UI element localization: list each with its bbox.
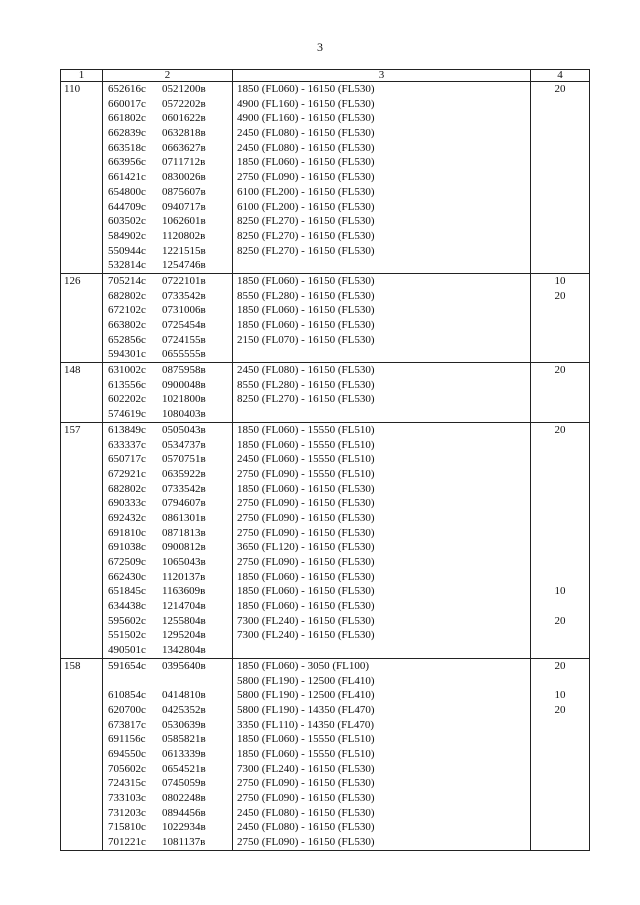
range-line: 2750 (FL090) - 16150 (FL530) xyxy=(237,792,375,804)
code-c: 663956с xyxy=(108,156,146,169)
code-c: 594301с xyxy=(108,348,146,361)
code-v: 0572202в xyxy=(162,97,206,110)
code-v: 0900048в xyxy=(162,378,206,391)
value-line xyxy=(531,170,589,185)
value-line xyxy=(531,526,589,541)
code-c: 634438с xyxy=(108,600,146,613)
code-line xyxy=(103,126,232,141)
code-c: 651845с xyxy=(108,585,146,598)
code-line xyxy=(103,762,232,777)
code-line xyxy=(103,407,232,422)
header-col-2: 2 xyxy=(103,70,233,82)
code-v: 0655555в xyxy=(162,348,206,361)
range-line: 1850 (FL060) - 15550 (FL510) xyxy=(237,423,375,436)
code-line xyxy=(103,511,232,526)
code-c: 694550с xyxy=(108,747,146,760)
range-line: 2750 (FL090) - 16150 (FL530) xyxy=(237,556,375,568)
code-c: 731203с xyxy=(108,806,146,819)
code-v: 1022934в xyxy=(162,821,206,834)
code-cell xyxy=(103,273,233,362)
code-c: 602202с xyxy=(108,393,146,406)
table-row xyxy=(61,422,590,658)
range-line: 4900 (FL160) - 16150 (FL530) xyxy=(237,112,375,125)
code-c: 620700с xyxy=(108,703,146,716)
range-line: 3650 (FL120) - 16150 (FL530) xyxy=(237,541,375,554)
value-line xyxy=(531,496,589,511)
range-line: 3350 (FL110) - 14350 (FL470) xyxy=(237,718,375,731)
value-line xyxy=(531,111,589,126)
code-c: 663802с xyxy=(108,319,146,331)
range-line: 5800 (FL190) - 12500 (FL410) xyxy=(237,689,375,702)
code-line xyxy=(103,628,232,643)
code-c: 662430с xyxy=(108,570,146,583)
code-c: 595602с xyxy=(108,614,146,627)
range-line: 5800 (FL190) - 12500 (FL410) xyxy=(237,674,375,687)
code-v: 0601622в xyxy=(162,112,206,125)
code-c: 692432с xyxy=(108,511,146,524)
value-line xyxy=(531,747,589,762)
value-line xyxy=(531,303,589,318)
range-line: 8250 (FL270) - 16150 (FL530) xyxy=(237,215,375,228)
code-v: 0802248в xyxy=(162,792,206,804)
range-line: 2750 (FL090) - 16150 (FL530) xyxy=(237,171,375,184)
value-line: 20 xyxy=(554,364,566,377)
value-line: 20 xyxy=(554,703,566,716)
code-line xyxy=(103,570,232,585)
value-line xyxy=(531,718,589,733)
code-c: 691810с xyxy=(108,526,146,539)
table-row xyxy=(61,273,590,362)
range-line: 1850 (FL060) - 16150 (FL530) xyxy=(237,482,375,495)
value-cell xyxy=(531,422,590,658)
value-line xyxy=(531,467,589,482)
code-v: 1295204в xyxy=(162,629,206,642)
code-c: 663518с xyxy=(108,141,146,154)
value-line: 10 xyxy=(554,689,566,702)
range-line: 2750 (FL090) - 16150 (FL530) xyxy=(237,777,375,790)
value-line: 20 xyxy=(554,614,566,627)
range-line: 1850 (FL060) - 3050 (FL100) xyxy=(237,659,369,672)
code-v: 1081137в xyxy=(162,836,206,849)
value-line xyxy=(531,806,589,821)
code-line xyxy=(103,526,232,541)
value-line: 10 xyxy=(554,274,566,287)
range-line: 2750 (FL090) - 16150 (FL530) xyxy=(237,836,375,849)
value-line xyxy=(531,214,589,229)
code-v: 1342804в xyxy=(162,644,206,657)
range-line: 2750 (FL090) - 16150 (FL530) xyxy=(237,497,375,510)
code-v: 0900812в xyxy=(162,541,206,554)
value-line xyxy=(531,674,589,689)
code-line xyxy=(103,333,232,348)
code-v: 0395640в xyxy=(162,659,206,672)
code-v: 0570751в xyxy=(162,453,206,466)
code-line xyxy=(103,452,232,467)
group-id: 157 xyxy=(61,422,103,658)
code-v: 0635922в xyxy=(162,467,206,480)
code-c: 715810с xyxy=(108,821,146,834)
range-line: 1850 (FL060) - 16150 (FL530) xyxy=(237,585,375,598)
value-line xyxy=(531,732,589,747)
code-cell xyxy=(103,658,233,850)
code-c: 650717с xyxy=(108,453,146,466)
code-line xyxy=(103,185,232,200)
code-v: 0534737в xyxy=(162,438,206,451)
code-line xyxy=(103,732,232,747)
range-line: 2750 (FL090) - 16150 (FL530) xyxy=(237,526,375,539)
code-c: 691156с xyxy=(108,733,146,746)
code-c: 672509с xyxy=(108,556,146,568)
code-v: 0875607в xyxy=(162,185,206,198)
code-c: 633337с xyxy=(108,438,146,451)
range-line: 1850 (FL060) - 15550 (FL510) xyxy=(237,747,375,760)
table-row xyxy=(61,658,590,850)
code-line xyxy=(103,482,232,497)
range-line: 1850 (FL060) - 16150 (FL530) xyxy=(237,304,375,317)
range-cell xyxy=(233,82,531,274)
range-line: 7300 (FL240) - 16150 (FL530) xyxy=(237,762,375,775)
code-c: 724315с xyxy=(108,777,146,790)
code-line xyxy=(103,820,232,835)
code-c: 690333с xyxy=(108,497,146,510)
code-c: 603502с xyxy=(108,215,146,228)
code-line xyxy=(103,555,232,570)
code-line xyxy=(103,274,232,289)
value-line xyxy=(531,540,589,555)
code-c: 672102с xyxy=(108,304,146,317)
code-c: 644709с xyxy=(108,200,146,213)
range-line: 1850 (FL060) - 16150 (FL530) xyxy=(237,570,375,583)
code-c: 550944с xyxy=(108,244,146,257)
code-line xyxy=(103,674,232,689)
code-c: 631002с xyxy=(108,364,146,377)
value-line: 20 xyxy=(554,83,566,95)
value-line xyxy=(531,378,589,393)
code-line xyxy=(103,347,232,362)
code-line xyxy=(103,659,232,674)
header-col-3: 3 xyxy=(233,70,531,82)
range-line: 2450 (FL080) - 16150 (FL530) xyxy=(237,821,375,834)
group-id: 158 xyxy=(61,658,103,850)
range-line: 2450 (FL080) - 16150 (FL530) xyxy=(237,364,375,377)
code-v: 1214704в xyxy=(162,600,206,613)
range-line: 2450 (FL060) - 15550 (FL510) xyxy=(237,453,375,466)
group-id: 110 xyxy=(61,82,103,274)
code-v: 1120802в xyxy=(162,229,206,242)
value-line xyxy=(531,318,589,333)
code-line xyxy=(103,289,232,304)
code-v: 1255804в xyxy=(162,614,206,627)
code-v: 0521200в xyxy=(162,83,206,95)
code-line xyxy=(103,599,232,614)
code-v: 1080403в xyxy=(162,408,206,421)
code-c: 660017с xyxy=(108,97,146,110)
table-row xyxy=(61,363,590,423)
code-v: 1163609в xyxy=(162,585,206,598)
value-line: 20 xyxy=(554,423,566,436)
code-v: 0725454в xyxy=(162,319,206,331)
code-line xyxy=(103,703,232,718)
code-v: 0613339в xyxy=(162,747,206,760)
code-c: 551502с xyxy=(108,629,146,642)
value-line xyxy=(531,258,589,273)
value-line xyxy=(531,555,589,570)
code-c: 705602с xyxy=(108,762,146,775)
code-v: 0585821в xyxy=(162,733,206,746)
range-line: 2750 (FL090) - 16150 (FL530) xyxy=(237,511,375,524)
range-line: 2450 (FL080) - 16150 (FL530) xyxy=(237,127,375,140)
code-v: 0414810в xyxy=(162,689,206,702)
value-line xyxy=(531,791,589,806)
code-line xyxy=(103,496,232,511)
code-c: 662839с xyxy=(108,127,146,140)
value-line xyxy=(531,347,589,362)
code-c: 661802с xyxy=(108,112,146,125)
code-line xyxy=(103,82,232,97)
code-line xyxy=(103,747,232,762)
value-line xyxy=(531,835,589,850)
code-line xyxy=(103,392,232,407)
code-line xyxy=(103,835,232,850)
value-line xyxy=(531,776,589,791)
range-line: 6100 (FL200) - 16150 (FL530) xyxy=(237,185,375,198)
range-line: 2750 (FL090) - 15550 (FL510) xyxy=(237,467,375,480)
value-line xyxy=(531,511,589,526)
code-c: 532814с xyxy=(108,259,146,272)
range-line: 8250 (FL270) - 16150 (FL530) xyxy=(237,393,375,406)
code-c: 574619с xyxy=(108,408,146,421)
code-v: 1120137в xyxy=(162,570,206,583)
range-line xyxy=(233,643,530,658)
range-line: 4900 (FL160) - 16150 (FL530) xyxy=(237,97,375,110)
code-c: 654800с xyxy=(108,185,146,198)
range-line: 7300 (FL240) - 16150 (FL530) xyxy=(237,629,375,642)
value-line xyxy=(531,97,589,112)
code-line xyxy=(103,423,232,438)
header-col-4: 4 xyxy=(531,70,590,82)
code-line xyxy=(103,614,232,629)
code-line xyxy=(103,244,232,259)
range-cell xyxy=(233,422,531,658)
code-line xyxy=(103,438,232,453)
code-v: 0731006в xyxy=(162,304,206,317)
code-v: 0663627в xyxy=(162,141,206,154)
code-v: 0861301в xyxy=(162,511,206,524)
code-c: 733103с xyxy=(108,792,146,804)
code-c: 613556с xyxy=(108,378,146,391)
code-v: 0711712в xyxy=(162,156,206,169)
code-v: 0632818в xyxy=(162,127,206,140)
code-v: 0794607в xyxy=(162,497,206,510)
header-row xyxy=(61,70,590,82)
page-number: 3 xyxy=(317,40,323,54)
data-table xyxy=(60,69,590,851)
code-c: 701221с xyxy=(108,836,146,849)
code-c: 652856с xyxy=(108,333,146,346)
code-line xyxy=(103,214,232,229)
range-line: 8250 (FL270) - 16150 (FL530) xyxy=(237,229,375,242)
code-v: 1065043в xyxy=(162,556,206,568)
value-line xyxy=(531,155,589,170)
code-c: 682802с xyxy=(108,482,146,495)
code-v: 0894456в xyxy=(162,806,206,819)
value-line xyxy=(531,762,589,777)
range-line xyxy=(233,407,530,422)
range-line: 8550 (FL280) - 16150 (FL530) xyxy=(237,289,375,302)
value-cell xyxy=(531,363,590,423)
code-v: 0505043в xyxy=(162,423,206,436)
code-line xyxy=(103,584,232,599)
range-line: 8550 (FL280) - 16150 (FL530) xyxy=(237,378,375,391)
value-line xyxy=(531,482,589,497)
range-cell xyxy=(233,363,531,423)
range-line: 6100 (FL200) - 16150 (FL530) xyxy=(237,200,375,213)
value-line xyxy=(531,438,589,453)
value-line xyxy=(531,452,589,467)
value-line xyxy=(531,643,589,658)
value-line xyxy=(531,244,589,259)
value-line xyxy=(531,407,589,422)
code-c: 673817с xyxy=(108,718,146,731)
code-v: 0745059в xyxy=(162,777,206,790)
range-cell xyxy=(233,273,531,362)
value-line: 20 xyxy=(554,659,566,672)
code-c: 691038с xyxy=(108,541,146,554)
code-v: 0830026в xyxy=(162,171,206,184)
value-line xyxy=(531,126,589,141)
code-line xyxy=(103,111,232,126)
table-row xyxy=(61,82,590,274)
value-line xyxy=(531,141,589,156)
value-line xyxy=(531,599,589,614)
range-line: 2150 (FL070) - 16150 (FL530) xyxy=(237,333,375,346)
code-cell xyxy=(103,363,233,423)
header-col-1: 1 xyxy=(61,70,103,82)
value-line xyxy=(531,229,589,244)
code-line xyxy=(103,170,232,185)
value-line xyxy=(531,570,589,585)
value-cell xyxy=(531,658,590,850)
code-c: 682802с xyxy=(108,289,146,302)
table-body xyxy=(61,82,590,851)
code-line xyxy=(103,155,232,170)
code-c: 584902с xyxy=(108,229,146,242)
code-line xyxy=(103,718,232,733)
value-line xyxy=(531,333,589,348)
code-v: 0940717в xyxy=(162,200,206,213)
range-line: 1850 (FL060) - 16150 (FL530) xyxy=(237,274,375,287)
group-id: 148 xyxy=(61,363,103,423)
code-c: 591654с xyxy=(108,659,146,672)
code-line xyxy=(103,540,232,555)
code-c: 490501с xyxy=(108,644,146,657)
value-line: 20 xyxy=(554,289,566,302)
code-v: 1221515в xyxy=(162,244,206,257)
range-line: 1850 (FL060) - 16150 (FL530) xyxy=(237,83,375,95)
value-cell xyxy=(531,82,590,274)
range-line: 7300 (FL240) - 16150 (FL530) xyxy=(237,614,375,627)
code-v: 0733542в xyxy=(162,289,206,302)
code-line xyxy=(103,643,232,658)
code-v: 0722101в xyxy=(162,274,206,287)
code-v: 1021800в xyxy=(162,393,206,406)
code-v: 0871813в xyxy=(162,526,206,539)
range-line: 1850 (FL060) - 15550 (FL510) xyxy=(237,438,375,451)
code-line xyxy=(103,791,232,806)
range-line: 5800 (FL190) - 14350 (FL470) xyxy=(237,703,375,716)
value-line xyxy=(531,820,589,835)
code-c: 652616с xyxy=(108,83,146,95)
range-line: 1850 (FL060) - 15550 (FL510) xyxy=(237,733,375,746)
value-line xyxy=(531,392,589,407)
range-line xyxy=(233,258,530,273)
code-c: 661421с xyxy=(108,171,146,184)
code-v: 0733542в xyxy=(162,482,206,495)
code-line xyxy=(103,378,232,393)
code-c: 672921с xyxy=(108,467,146,480)
value-line xyxy=(531,200,589,215)
code-line xyxy=(103,200,232,215)
code-line xyxy=(103,97,232,112)
range-line xyxy=(233,347,530,362)
code-c: 613849с xyxy=(108,423,146,436)
code-cell xyxy=(103,422,233,658)
code-c: 610854с xyxy=(108,689,146,702)
range-line: 2450 (FL080) - 16150 (FL530) xyxy=(237,141,375,154)
code-line xyxy=(103,467,232,482)
code-line xyxy=(103,806,232,821)
code-line xyxy=(103,303,232,318)
code-v: 0875958в xyxy=(162,364,206,377)
code-c: 705214с xyxy=(108,274,146,287)
value-line xyxy=(531,628,589,643)
code-v: 0654521в xyxy=(162,762,206,775)
code-v: 0530639в xyxy=(162,718,206,731)
code-line xyxy=(103,363,232,378)
code-line xyxy=(103,258,232,273)
range-line: 1850 (FL060) - 16150 (FL530) xyxy=(237,319,375,331)
range-line: 2450 (FL080) - 16150 (FL530) xyxy=(237,806,375,819)
code-line xyxy=(103,141,232,156)
code-cell xyxy=(103,82,233,274)
range-line: 1850 (FL060) - 16150 (FL530) xyxy=(237,156,375,169)
code-line xyxy=(103,318,232,333)
code-line xyxy=(103,229,232,244)
code-line xyxy=(103,688,232,703)
range-line: 1850 (FL060) - 16150 (FL530) xyxy=(237,600,375,613)
value-line xyxy=(531,185,589,200)
code-line xyxy=(103,776,232,791)
range-line: 8250 (FL270) - 16150 (FL530) xyxy=(237,244,375,257)
code-v: 1254746в xyxy=(162,259,206,272)
range-cell xyxy=(233,658,531,850)
value-cell xyxy=(531,273,590,362)
group-id: 126 xyxy=(61,273,103,362)
value-line: 10 xyxy=(554,585,566,598)
code-v: 0425352в xyxy=(162,703,206,716)
code-v: 1062601в xyxy=(162,215,206,228)
code-v: 0724155в xyxy=(162,333,206,346)
